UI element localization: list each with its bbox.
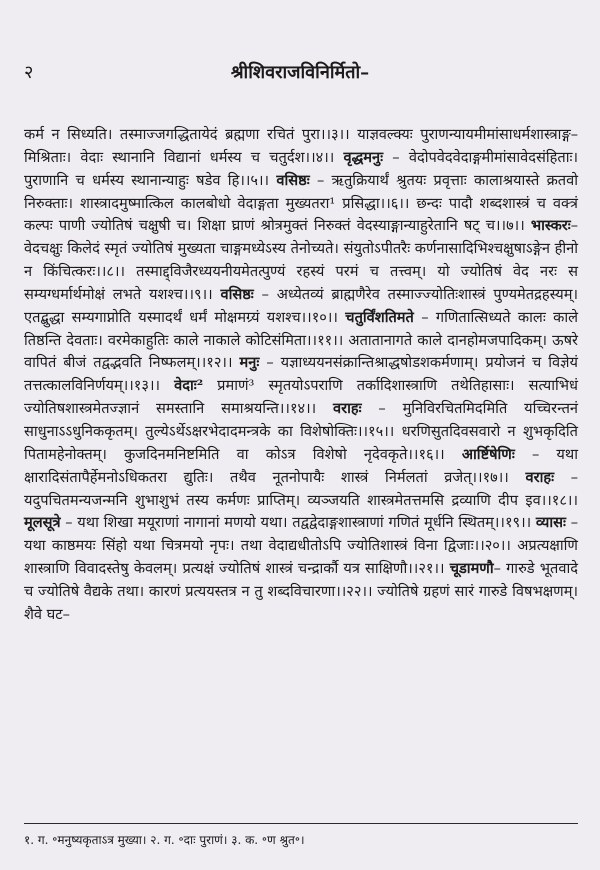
verse-text: – यथा क्षारादिसंतापैर्हेमनोऽधिकतरा द्युतिः। तथैव नूतनोपायैः शास्त्रं निर्मलतां व्रजेत्।।१७।। [24, 445, 578, 486]
footnote-divider [24, 823, 578, 824]
verse-text: – वेदचक्षुः किलेदं स्मृतं ज्योतिषं मुख्यता चाङ्गमध्येऽस्य तेनोच्यते। संयुतोऽपीतरैः कर्णनासादिभिश्चक्षुषाऽङ्गेन हीनो न किंचित्करः।।८।। तस्माद्द्विजैरध्ययनीयमेतत्पुण्यं रहस्यं परमं च तत्त्वम्। यो ज्योतिषं वेद नरः स सम्यग्धर्मार्थमोक्षं लभते यशश्च।।९।। [24, 217, 578, 303]
source-citation: वेदाः² [174, 377, 204, 395]
source-citation: आर्ष्टिषेणिः [461, 445, 515, 463]
source-citation: भास्करः [530, 217, 571, 235]
verse-text: – यज्ञाध्ययनसंक्रान्तिश्राद्धषोडशकर्मणाम्। प्रयोजनं च विज्ञेयं तत्तत्कालविनिर्णयम्।।१३।। [24, 354, 578, 395]
source-citation: मनुः [239, 354, 260, 372]
source-citation: चूडामणौ [449, 560, 494, 578]
source-citation: वसिष्ठः [276, 171, 310, 189]
source-citation: चतुर्विंशतिमते [345, 308, 414, 326]
verse-text: – गारुडे भूतवादे च ज्योतिषे वैद्यके तथा। कारणं प्रत्ययस्तत्र न तु शब्दविचारणा।।२२।। ज्योतिषे ग्रहणं सारं गारुडे विषभक्षणम्। शैवे घट– [24, 560, 578, 623]
verse-text: – ऋतुक्रियार्थं श्रुतयः प्रवृत्ताः कालाश्रयास्ते क्रतवो निरुक्ताः। शास्त्रादमुष्मात्किल कालबोधो वेदाङ्गता मुख्यतरा¹ प्रसिद्धा।।६।। छन्दः पादौ शब्दशास्त्रं च वक्त्रं कल्पः पाणी ज्योतिषं चक्षुषी च। शिक्षा घ्राणं श्रोत्रमुक्तं निरुक्तं वेदस्याङ्गान्याहुरेतानि षट् च।।७।। [24, 171, 578, 235]
footnotes: १. ग. ॰मनुष्यकृताऽत्र मुख्या। २. ग. ॰दाः पुराणं। ३. क. ॰ण श्रुत॰। [24, 833, 305, 847]
verse-text: – अध्येतव्यं ब्राह्मणैरेव तस्माज्ज्योतिःशास्त्रं पुण्यमेतद्रहस्यम्। एतद्बुद्धा सम्यगाप्नोति यस्मादर्थं धर्मं मोक्षमग्र्यं यशश्च।।१०।। [24, 285, 579, 326]
verse-text: कर्म न सिध्यति। तस्माज्जगद्धितायेदं ब्रह्मणा रचितं पुरा।।३।। याज्ञवल्क्यः पुराणन्यायमीमांसाधर्मशास्त्राङ्ग–मिश्रिताः। वेदाः स्थानानि विद्यानां धर्मस्य च चतुर्दश।।४।। [24, 126, 578, 166]
source-citation: वराहः [525, 468, 555, 486]
body-paragraph [24, 124, 578, 627]
verse-text: – यदुपचितमन्यजन्मनि शुभाशुभं तस्य कर्मणः प्राप्तिम्। व्यञ्जयति शास्त्रमेतत्तमसि द्रव्याणि दीप इव।।१८।। [24, 468, 579, 509]
page-number: २ [24, 62, 34, 83]
verse-text: – मुनिविरचितमिदमिति यच्चिरन्तनं साधुनाऽऽधुनिककृतम्। तुल्येऽर्थेऽक्षरभेदादमन्त्रके का विशेषोक्तिः।।१५।। धरणिसुतदिवसवारो न शुभकृदिति पितामहेनोक्तम्। कुजदिनमनिष्टमिति वा कोऽत्र विशेषो नृदेवकृते।।१६।। [24, 400, 578, 463]
running-title: श्रीशिवराजविनिर्मितो– [230, 62, 370, 83]
source-citation: मूलसूत्रे [24, 514, 61, 532]
source-citation: वराहः [333, 400, 362, 418]
source-citation: वसिष्ठः [220, 285, 254, 303]
verse-text: – यथा शिखा मयूराणां नागानां मणयो यथा। तद्वद्वेदाङ्गशास्त्राणां गणितं मूर्धनि स्थितम्।।१९।। [60, 514, 536, 532]
body-text [24, 124, 578, 627]
verse-text: प्रमाणं³ स्मृतयोऽपराणि तर्कादिशास्त्राणि तथेतिहासाः। सत्याभिधं ज्योतिषशास्त्रमेतज्ज्ञानं समस्तानि समाश्रयन्ति।।१४।। [24, 377, 578, 418]
source-citation: वृद्धमनुः [343, 148, 384, 166]
verse-text: – वेदोपवेदवेदाङ्गमीमांसावेदसंहिताः। पुराणानि च धर्मस्य स्थानान्याहुः षडेव हि।।५।। [24, 148, 578, 189]
source-citation: व्यासः [535, 514, 566, 532]
verse-text: – यथा काष्ठमयः सिंहो यथा चित्रमयो नृपः। तथा वेदाद्यधीतोऽपि ज्योतिशास्त्रं विना द्विजाः।।२०।। अप्रत्यक्षाणि शास्त्राणि विवादस्तेषु केवलम्। प्रत्यक्षं ज्योतिषं शास्त्रं चन्द्रार्कौ यत्र साक्षिणौ।।२१।। [24, 514, 578, 578]
verse-text: – गणितात्सिध्यते कालः काले तिष्ठन्ति देवताः। वरमेकाहुतिः काले नाकाले कोटिसंमिता।।११।। अतातानागते काले दानहोमजपादिकम्। ऊषरे वापितं बीजं तद्वद्भवति निष्फलम्।।१२।। [24, 308, 578, 372]
